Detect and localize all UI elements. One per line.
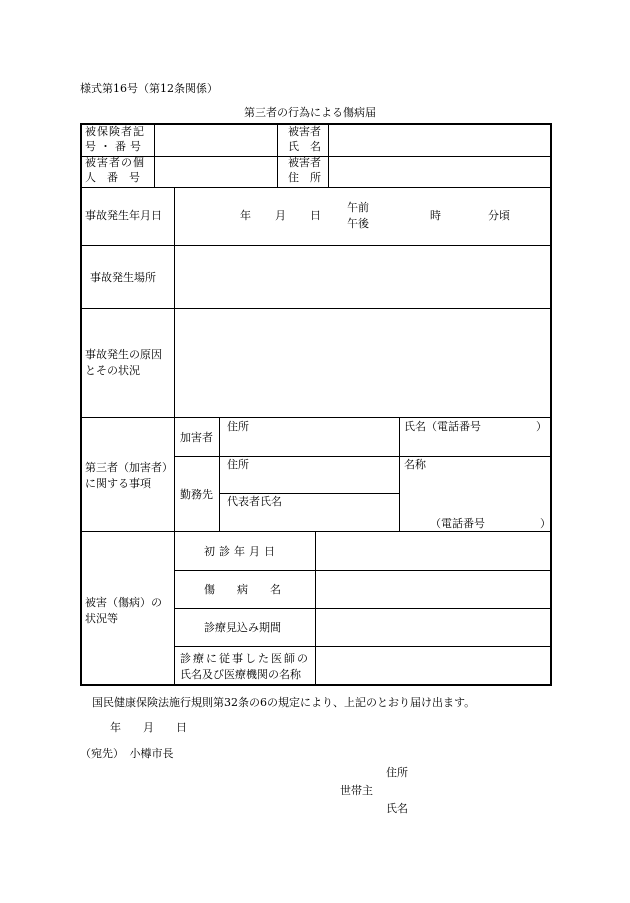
month-label: 月 [275, 209, 286, 222]
victim-name-label-2: 氏 名 [288, 140, 321, 153]
year-label: 年 [240, 209, 251, 222]
third-party-label: 第三者（加害者） [85, 461, 173, 474]
victim-personal-number-label-2: 人 番 号 [85, 171, 140, 184]
workplace-label: 勤務先 [180, 488, 213, 501]
accident-cause-label: 事故発生の原因 [85, 348, 162, 361]
representative-name-label: 代表者氏名 [227, 495, 282, 508]
householder-label: 世帯主 [340, 784, 373, 797]
injury-status-label-2: 状況等 [85, 612, 118, 625]
applicant-address-label: 住所 [386, 766, 408, 779]
disease-name-label: 傷 病 名 [204, 583, 281, 596]
company-name-label: 名称 [404, 458, 426, 471]
doctor-label: 診療に従事した医師の [180, 652, 310, 665]
third-party-label-2: に関する事項 [85, 477, 151, 490]
applicant-name-label: 氏名 [386, 802, 408, 815]
insured-number-label: 被保険者記 [85, 125, 145, 138]
accident-date-label: 事故発生年月日 [85, 209, 162, 222]
form-title: 第三者の行為による傷病届 [244, 106, 376, 119]
hour-label: 時 [430, 209, 441, 222]
addressee: （宛先） 小樽市長 [80, 747, 174, 760]
pm-label: 午後 [347, 217, 369, 230]
expected-period-label: 診療見込み期間 [204, 621, 281, 634]
first-visit-label: 初診年月日 [204, 545, 279, 558]
am-label: 午前 [347, 201, 369, 214]
victim-name-label: 被害者 [288, 125, 321, 138]
victim-address-label-2: 住 所 [288, 171, 321, 184]
submission-date: 年 月 日 [110, 721, 187, 734]
victim-personal-number-label: 被害者の個 [85, 156, 145, 169]
company-phone-label: （電話番号 ） [430, 517, 551, 530]
form-number: 様式第16号（第12条関係） [80, 82, 218, 95]
accident-place-label: 事故発生場所 [90, 271, 156, 284]
victim-address-label: 被害者 [288, 156, 321, 169]
perpetrator-address-label: 住所 [227, 420, 249, 433]
doctor-label-2: 氏名及び医療機関の名称 [180, 668, 301, 681]
accident-cause-label-2: とその状況 [85, 364, 140, 377]
perpetrator-name-phone-label: 氏名（電話番号 ） [404, 420, 547, 433]
insured-number-label-2: 号・番号 [85, 140, 145, 153]
minute-label: 分頃 [488, 209, 510, 222]
day-label: 日 [310, 209, 321, 222]
statement-text: 国民健康保険法施行規則第32条の6の規定により、上記のとおり届け出ます。 [92, 696, 476, 709]
workplace-address-label: 住所 [227, 458, 249, 471]
injury-status-label: 被害（傷病）の [85, 596, 162, 609]
perpetrator-label: 加害者 [180, 431, 213, 444]
